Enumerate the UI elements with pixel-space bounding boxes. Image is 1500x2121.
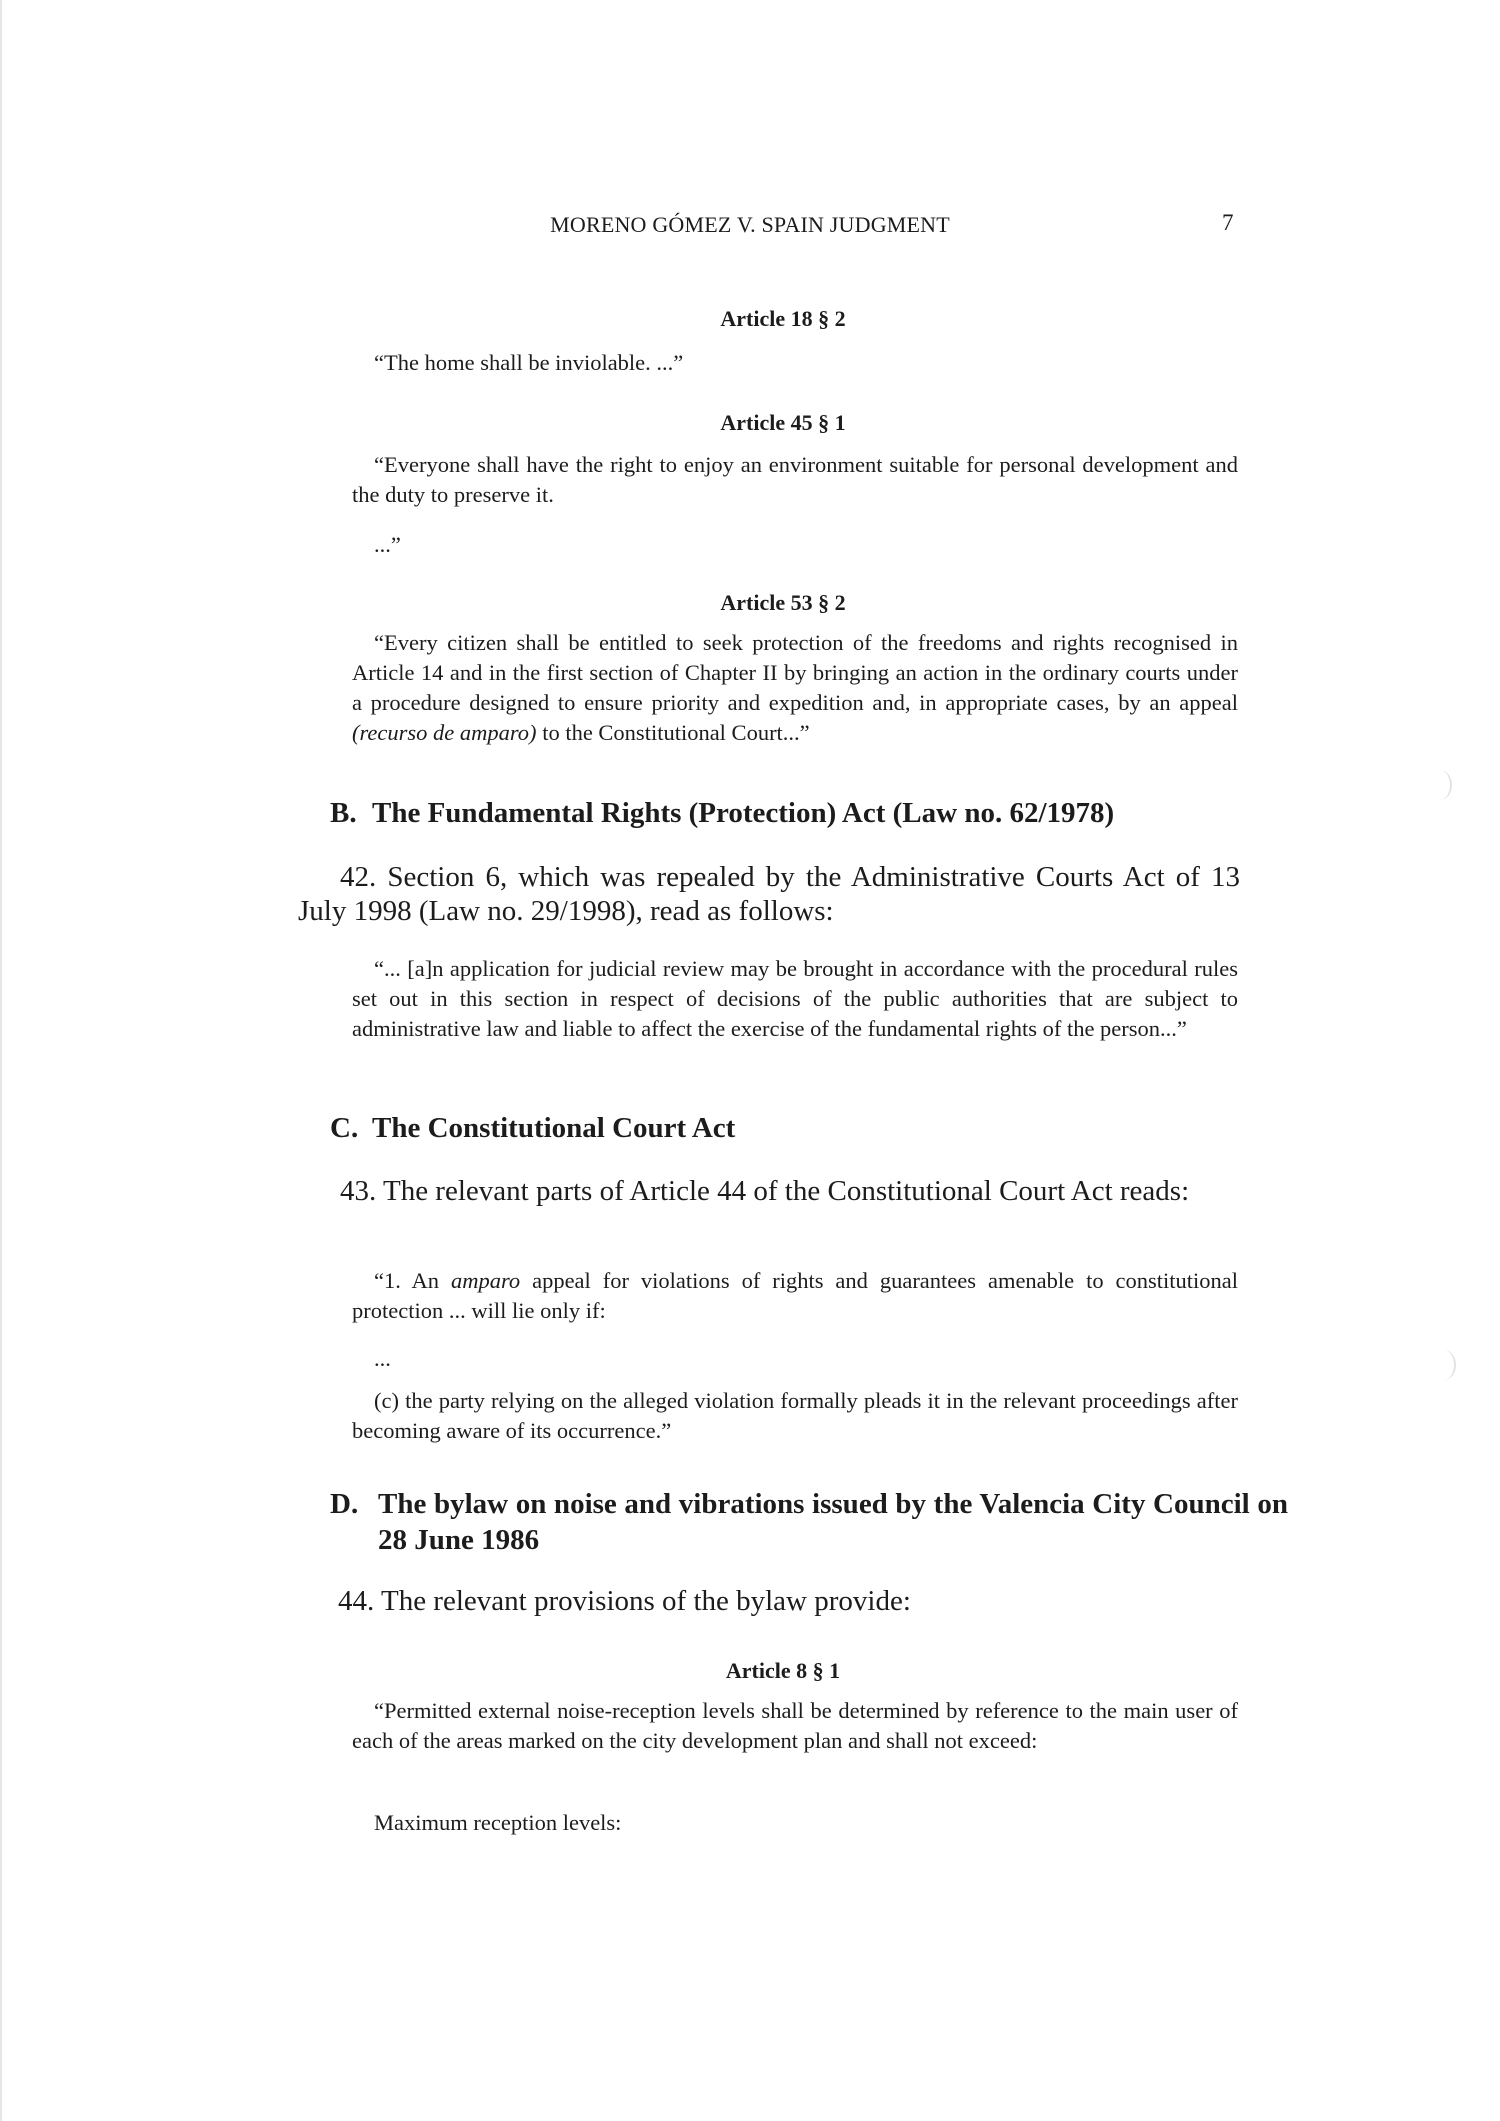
article-53-text-part2: to the Constitutional Court...”	[536, 720, 810, 745]
article-45-ellipsis: ...”	[374, 532, 401, 557]
paragraph-43-ellipsis: ...	[374, 1346, 391, 1371]
section-d-title: The bylaw on noise and vibrations issued by the Valencia City Council on 28 June 1986	[378, 1488, 1288, 1556]
paragraph-43-quote-1-italic: amparo	[450, 1268, 521, 1293]
page-edge	[0, 0, 2, 2121]
article-53-text	[352, 628, 1238, 748]
article-53-text-part1: “Every citizen shall be entitled to seek protection of the freedoms and rights recognised in Article 14 and in the first section of Chapter II by bringing an action in the ordinary courts under a procedure designed to ensure priority and expedition and, in appropriate cases, by an appeal	[352, 630, 1238, 715]
article-18-heading: Article 18 § 2	[720, 306, 846, 331]
running-title: MORENO GÓMEZ V. SPAIN JUDGMENT	[550, 212, 950, 237]
section-c-letter: C.	[330, 1112, 359, 1144]
section-c-heading	[330, 1110, 735, 1146]
maximum-reception-levels-label: Maximum reception levels:	[374, 1810, 622, 1835]
hole-punch-mark	[1428, 770, 1452, 800]
section-c-title: The Constitutional Court Act	[372, 1112, 736, 1144]
section-b-title: The Fundamental Rights (Protection) Act (Law no. 62/1978)	[372, 797, 1115, 829]
article-8-text: “Permitted external noise-reception levels shall be determined by reference to the main user of each of the areas marked on the city development plan and shall not exceed:	[352, 1698, 1238, 1753]
paragraph-42-quote: “... [a]n application for judicial review may be brought in accordance with the procedural rules set out in this section in respect of decisions of the public authorities that are subject to administrative law and liable to affect the exercise of the fundamental rights of the person...”	[352, 956, 1238, 1041]
section-d-heading	[330, 1486, 1288, 1558]
paragraph-43-quote-1	[352, 1266, 1238, 1326]
hole-punch-mark	[1432, 1350, 1456, 1380]
paragraph-42: 42. Section 6, which was repealed by the Administrative Courts Act of 13 July 1998 (Law no. 29/1998), read as follows:	[298, 861, 1240, 927]
paragraph-43-quote-1-part2: appeal for violations of rights and guarantees amenable to constitutional protection ... will lie only if:	[352, 1268, 1238, 1323]
article-45-text: “Everyone shall have the right to enjoy an environment suitable for personal development and the duty to preserve it.	[352, 452, 1238, 507]
article-45-heading: Article 45 § 1	[720, 410, 846, 435]
paragraph-44: 44. The relevant provisions of the bylaw provide:	[338, 1585, 911, 1617]
article-53-heading: Article 53 § 2	[720, 590, 846, 615]
paragraph-43-quote-2: (c) the party relying on the alleged violation formally pleads it in the relevant proceedings after becoming aware of its occurrence.”	[352, 1388, 1238, 1443]
article-53-text-italic: (recurso de amparo)	[352, 720, 537, 745]
article-8-heading: Article 8 § 1	[725, 1658, 841, 1683]
page-number: 7	[1222, 210, 1234, 235]
section-d-letter: D.	[330, 1488, 359, 1520]
paragraph-43-quote-1-part1: “1. An	[374, 1268, 451, 1293]
section-b-heading	[330, 795, 1114, 831]
article-18-text: “The home shall be inviolable. ...”	[374, 350, 684, 375]
paragraph-43: 43. The relevant parts of Article 44 of the Constitutional Court Act reads:	[340, 1175, 1190, 1207]
section-b-letter: B.	[330, 797, 357, 829]
